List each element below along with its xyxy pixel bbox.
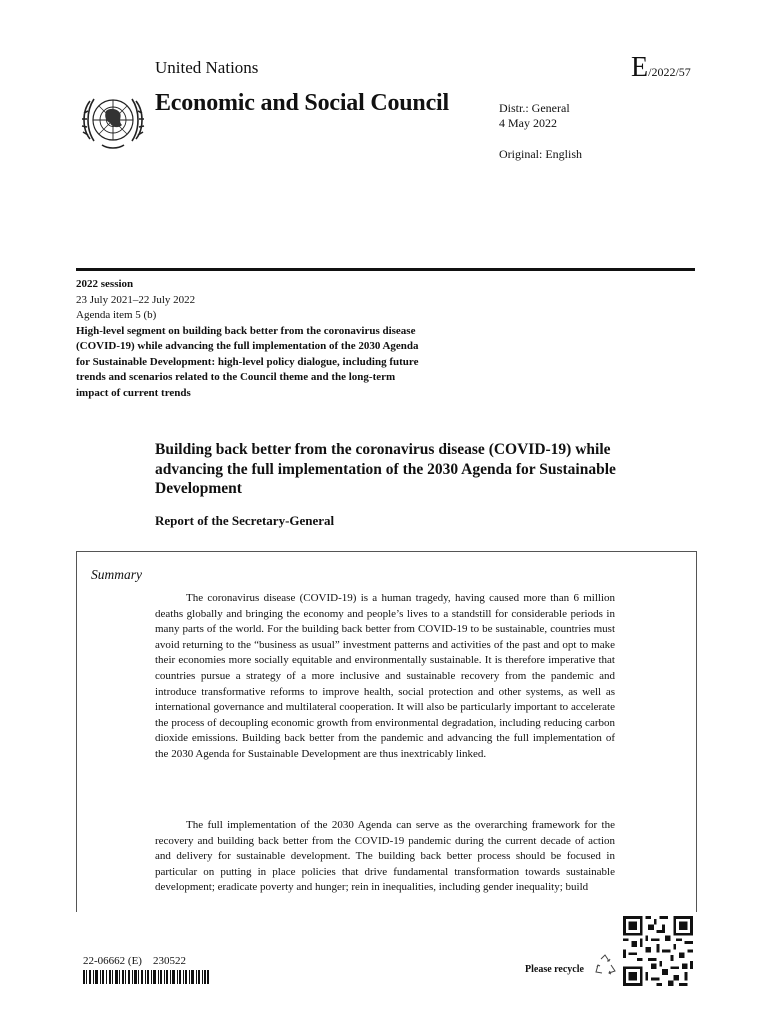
- session-title: 2022 session: [76, 278, 134, 290]
- barcode-icon: [83, 970, 209, 984]
- organization-name: United Nations: [155, 58, 259, 77]
- agenda-item: Agenda item 5 (b): [76, 309, 157, 321]
- symbol-letter: E: [631, 52, 649, 83]
- distribution: Distr.: General: [499, 101, 570, 115]
- recycle-label: Please recycle: [525, 964, 584, 975]
- summary-heading: Summary: [91, 567, 142, 582]
- summary-paragraph-1: The coronavirus disease (COVID-19) is a human tragedy, having caused more than 6 million deaths globally and bringing the economy and people’s lives to a standstill for considerable periods in many parts of the world. For the building back better from COVID-19 to be sustainable, countries must avoid returning to the “business as usual” investment patterns and activities of the past and opt to make their economies more socially equitable and environmentally sustainable. It is therefore imperative that countries pursue a strategy of a more inclusive and sustainable recovery from the pandemic and introduce transformative reforms to improve health, social protection and other systems, as well as international governance and multilateral cooperation. It will also be particularly important to accelerate the process of decoupling economic growth from environmental degradation, including reducing carbon dioxide emissions. Building back better from the pandemic and advancing the full implementation of the 2030 Agenda for Sustainable Development are thus inextricably linked.: [155, 592, 615, 760]
- agenda-title: High-level segment on building back better from the coronavirus disease (COVID-19) while advancing the full implementation of the 2030 Agenda for Sustainable Development: high-level policy dialogue, including future trends and scenarios related to the Council theme and the long-term impact of current trends: [76, 324, 419, 399]
- header-rule: [76, 268, 695, 271]
- council-name: Economic and Social Council: [155, 90, 449, 116]
- document-number: 22-06662 (E) 230522: [83, 955, 186, 967]
- recycle-icon: [593, 953, 617, 977]
- session-block: [76, 277, 421, 401]
- issue-date: 4 May 2022: [499, 116, 557, 130]
- un-emblem-icon: [80, 91, 146, 151]
- summary-paragraph-2: The full implementation of the 2030 Agenda can serve as the overarching framework for the recovery and building back better from the COVID-19 pandemic during the current decade of action and delivery for sustainable development. The building back better process should be focused in particular on putting in place policies that drive fundamental transformation towards sustainable development; eradicate poverty and hunger; rein in inequalities, including gender inequality; build: [155, 819, 615, 894]
- document-subtitle: Report of the Secretary-General: [155, 513, 335, 528]
- symbol-number: /2022/57: [648, 65, 691, 79]
- session-dates: 23 July 2021–22 July 2022: [76, 293, 196, 306]
- original-language: Original: English: [499, 147, 582, 161]
- document-title: Building back better from the coronavirus disease (COVID-19) while advancing the full implementation of the 2030 Agenda for Sustainable Development: [155, 441, 616, 497]
- document-symbol: [631, 52, 691, 84]
- distribution-info: [499, 101, 582, 162]
- qr-code-icon: [623, 916, 693, 986]
